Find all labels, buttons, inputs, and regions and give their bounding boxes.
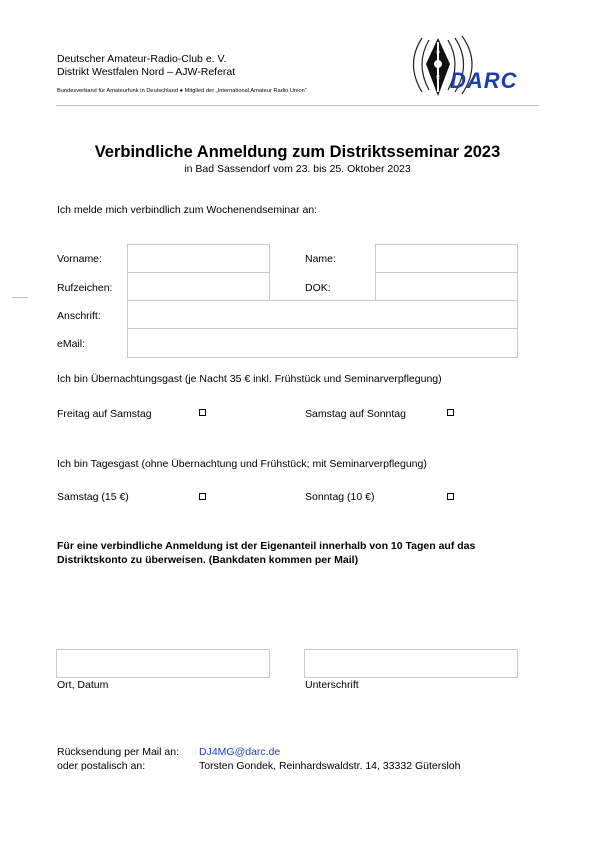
dayguest-option2-checkbox[interactable] <box>447 493 454 500</box>
post-label: oder postalisch an: <box>57 760 146 772</box>
signature-label: Unterschrift <box>305 679 359 691</box>
rufzeichen-label: Rufzeichen: <box>57 282 113 294</box>
place-date-label: Ort, Datum <box>57 679 109 691</box>
mail-link[interactable]: DJ4MG@darc.de <box>199 746 281 758</box>
svg-text:D: D <box>436 50 440 56</box>
dok-label: DOK: <box>305 282 331 294</box>
anschrift-field[interactable] <box>127 300 518 329</box>
postal-address: Torsten Gondek, Reinhardswaldstr. 14, 33332 Gütersloh <box>199 760 461 772</box>
anschrift-label: Anschrift: <box>57 310 101 322</box>
signature-field[interactable] <box>304 649 518 678</box>
name-label: Name: <box>305 253 336 265</box>
overnight-heading: Ich bin Übernachtungsgast (je Nacht 35 € inkl. Frühstück und Seminarverpflegung) <box>57 373 442 385</box>
page-subtitle: in Bad Sassendorf vom 23. bis 25. Oktober 2023 <box>184 163 411 175</box>
rufzeichen-field[interactable] <box>127 272 270 301</box>
dayguest-option1-label: Samstag (15 €) <box>57 491 129 503</box>
fold-mark <box>12 297 28 298</box>
district-name: Distrikt Westfalen Nord – AJW-Referat <box>57 66 236 78</box>
dayguest-heading: Ich bin Tagesgast (ohne Übernachtung und Frühstück; mit Seminarverpflegung) <box>57 458 427 470</box>
payment-notice-line1: Für eine verbindliche Anmeldung ist der Eigenanteil innerhalb von 10 Tagen auf das <box>57 540 476 552</box>
darc-logo-text: DARC <box>450 68 518 93</box>
vorname-label: Vorname: <box>57 253 102 265</box>
darc-logo <box>410 34 540 104</box>
vorname-field[interactable] <box>127 244 270 273</box>
payment-notice-line2: Distriktskonto zu überweisen. (Bankdaten kommen per Mail) <box>57 554 359 566</box>
federation-line: Bundesverband für Amateurfunk in Deutschland ● Mitglied der „International Amateur Radio Union“ <box>57 88 307 94</box>
overnight-option1-label: Freitag auf Samstag <box>57 408 152 420</box>
overnight-option2-checkbox[interactable] <box>447 409 454 416</box>
overnight-option2-label: Samstag auf Sonntag <box>305 408 406 420</box>
dayguest-option2-label: Sonntag (10 €) <box>305 491 375 503</box>
svg-text:R: R <box>436 75 440 81</box>
page-title: Verbindliche Anmeldung zum Distriktsseminar 2023 <box>94 143 501 161</box>
club-name: Deutscher Amateur-Radio-Club e. V. <box>57 53 227 65</box>
header-divider <box>56 105 539 106</box>
name-field[interactable] <box>375 244 518 273</box>
email-label: eMail: <box>57 338 86 350</box>
intro-text: Ich melde mich verbindlich zum Wochenendseminar an: <box>57 204 318 216</box>
overnight-option1-checkbox[interactable] <box>199 409 206 416</box>
dayguest-option1-checkbox[interactable] <box>199 493 206 500</box>
email-field[interactable] <box>127 328 518 358</box>
place-date-field[interactable] <box>56 649 270 678</box>
mail-label: Rücksendung per Mail an: <box>57 746 179 758</box>
dok-field[interactable] <box>375 272 518 301</box>
